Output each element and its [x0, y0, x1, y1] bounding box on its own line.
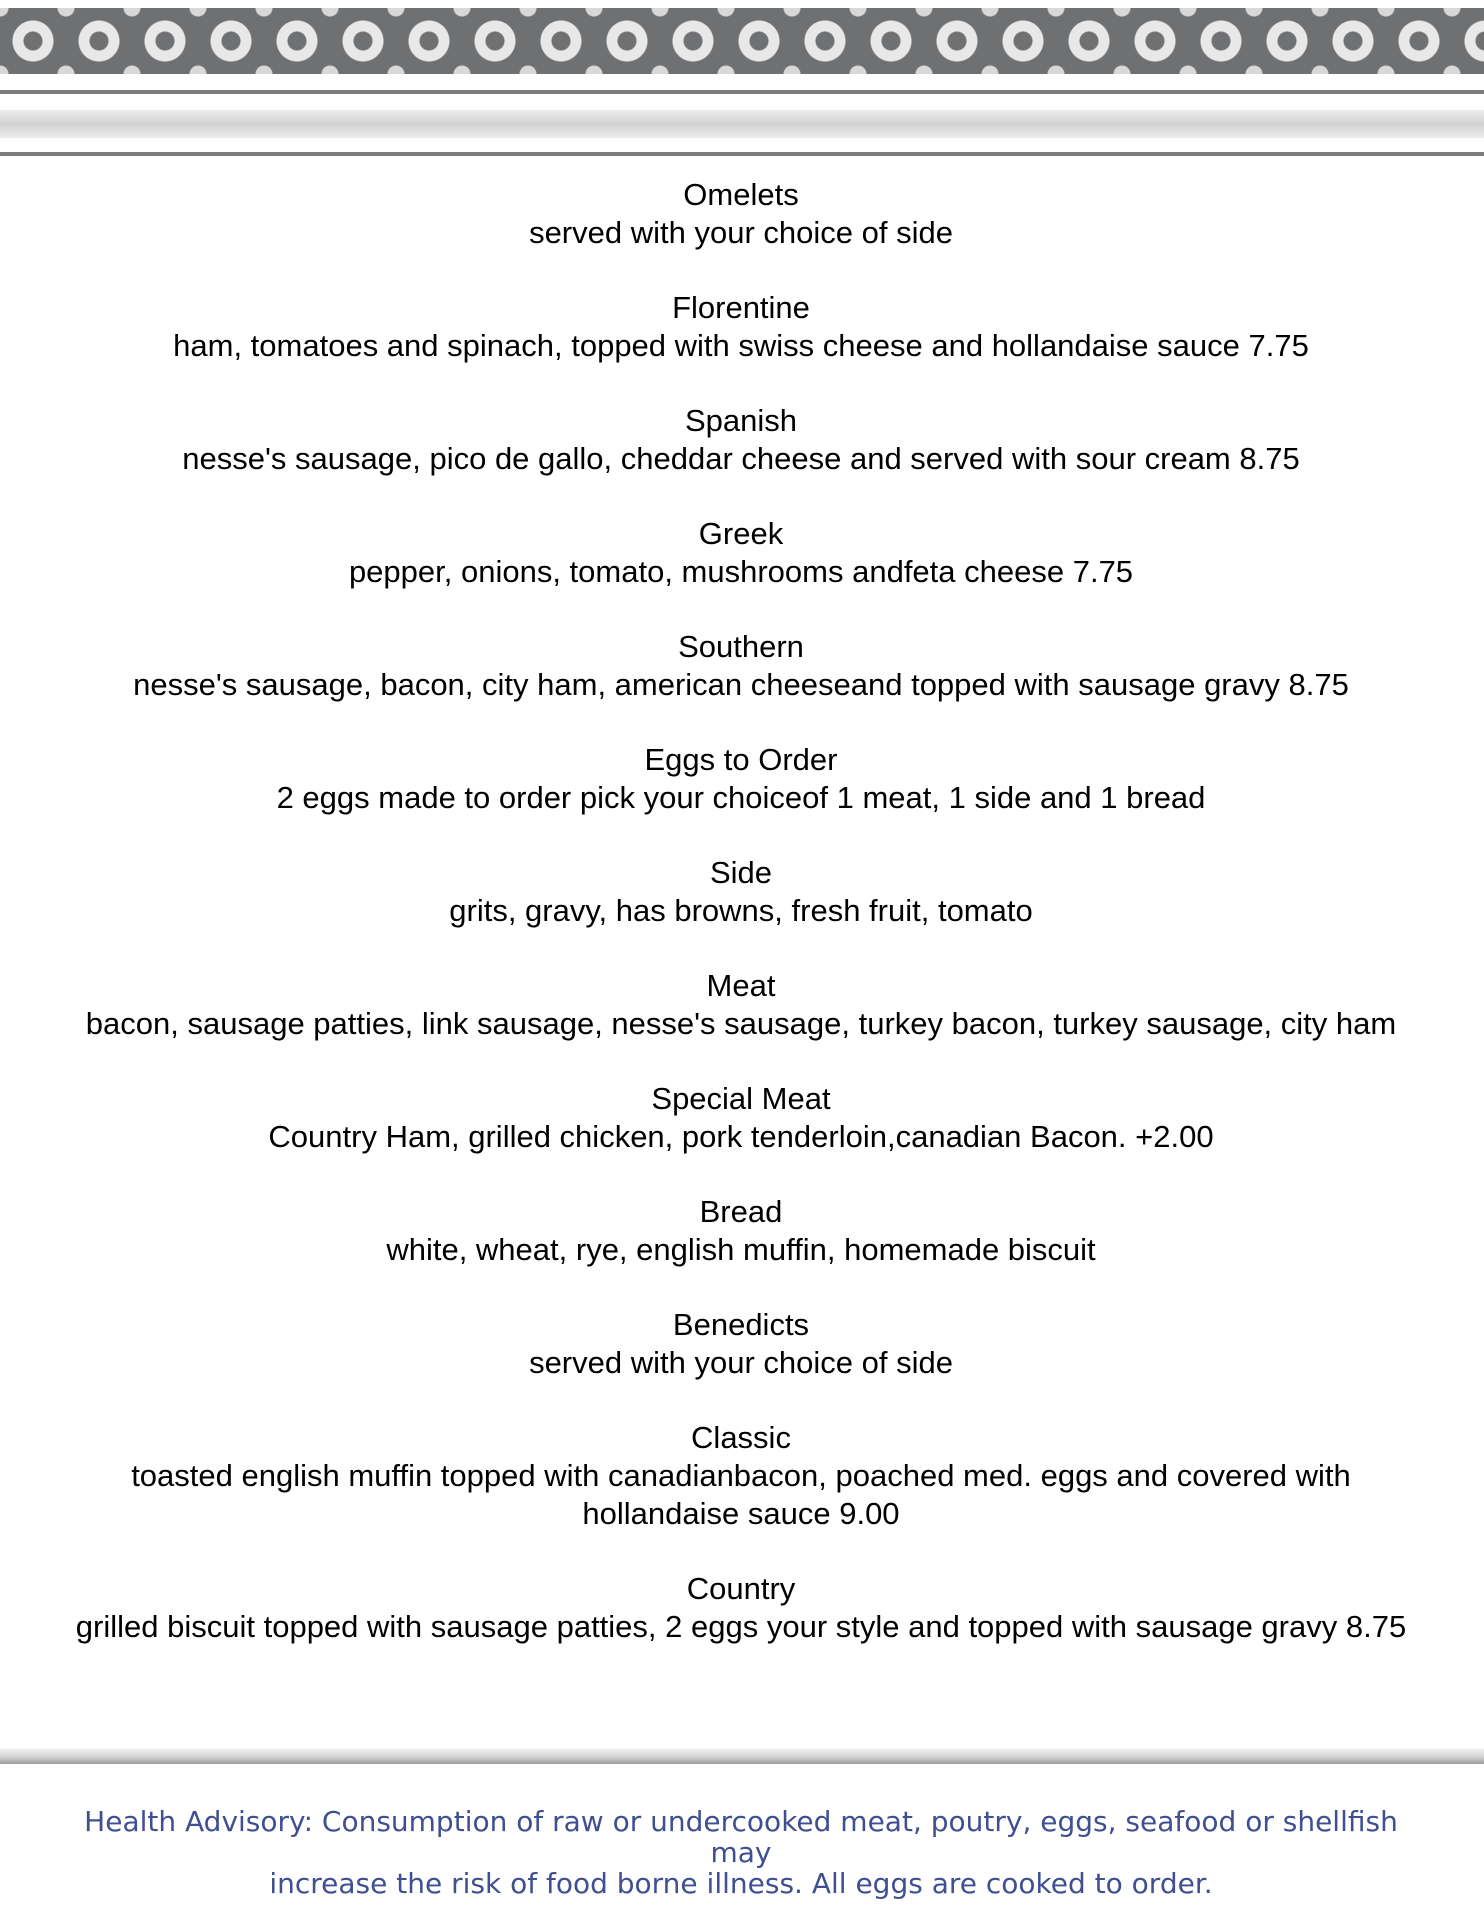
menu-section-title: Spanish	[684, 403, 798, 438]
menu-section	[60, 967, 1422, 1043]
menu-section-title: Florentine	[672, 290, 810, 325]
menu-section-title: Meat	[706, 968, 776, 1003]
menu-section	[60, 176, 1422, 252]
menu-section	[60, 628, 1422, 704]
menu-section-description: ham, tomatoes and spinach, topped with swiss cheese and hollandaise sauce 7.75	[173, 328, 1309, 363]
menu-section-description: grilled biscuit topped with sausage patties, 2 eggs your style and topped with sausage gravy 8.75	[75, 1609, 1407, 1644]
menu-section-description: nesse's sausage, bacon, city ham, american cheeseand topped with sausage gravy 8.75	[133, 667, 1349, 702]
menu-section-description: bacon, sausage patties, link sausage, nesse's sausage, turkey bacon, turkey sausage, city ham	[85, 1006, 1397, 1041]
menu-section	[60, 515, 1422, 591]
menu-section	[60, 1570, 1422, 1646]
menu-section-title: Country	[686, 1571, 796, 1606]
menu-section	[60, 1080, 1422, 1156]
menu-section-description: served with your choice of side	[529, 1345, 953, 1380]
menu-list	[60, 176, 1422, 1683]
health-advisory-line-2: increase the risk of food borne illness. All eggs are cooked to order.	[269, 1867, 1213, 1900]
menu-section	[60, 402, 1422, 478]
menu-section-description: nesse's sausage, pico de gallo, cheddar cheese and served with sour cream 8.75	[182, 441, 1300, 476]
decorative-pattern-banner	[0, 8, 1484, 74]
menu-section	[60, 741, 1422, 817]
menu-section-title: Greek	[698, 516, 784, 551]
menu-section-description: Country Ham, grilled chicken, pork tenderloin,canadian Bacon. +2.00	[268, 1119, 1214, 1154]
health-advisory-line-1: Health Advisory: Consumption of raw or undercooked meat, poutry, eggs, seafood or shellfish may	[84, 1805, 1398, 1869]
menu-section-title: Bread	[699, 1194, 783, 1229]
menu-section-title: Southern	[678, 629, 804, 664]
menu-section-title: Benedicts	[672, 1307, 810, 1342]
menu-section-description: grits, gravy, has browns, fresh fruit, tomato	[449, 893, 1033, 928]
menu-section-title: Classic	[691, 1420, 791, 1455]
menu-section-title: Side	[709, 855, 773, 890]
menu-section	[60, 854, 1422, 930]
menu-section-title: Omelets	[683, 177, 799, 212]
menu-section-title: Special Meat	[651, 1081, 831, 1116]
menu-section-title: Eggs to Order	[644, 742, 838, 777]
header-divider-bottom	[0, 152, 1484, 156]
footer-divider	[0, 1748, 1484, 1764]
menu-section-description: toasted english muffin topped with canadianbacon, poached med. eggs and covered with hollandaise sauce 9.00	[131, 1458, 1351, 1531]
menu-section-description: 2 eggs made to order pick your choiceof 1 meat, 1 side and 1 bread	[276, 780, 1206, 815]
menu-section	[60, 1419, 1422, 1533]
menu-section	[60, 289, 1422, 365]
health-advisory	[60, 1806, 1422, 1899]
menu-section	[60, 1306, 1422, 1382]
header-gray-band	[0, 110, 1484, 138]
menu-section-description: served with your choice of side	[529, 215, 953, 250]
menu-section	[60, 1193, 1422, 1269]
menu-section-description: white, wheat, rye, english muffin, homemade biscuit	[386, 1232, 1096, 1267]
header-divider-top	[0, 90, 1484, 94]
menu-section-description: pepper, onions, tomato, mushrooms andfeta cheese 7.75	[348, 554, 1134, 589]
